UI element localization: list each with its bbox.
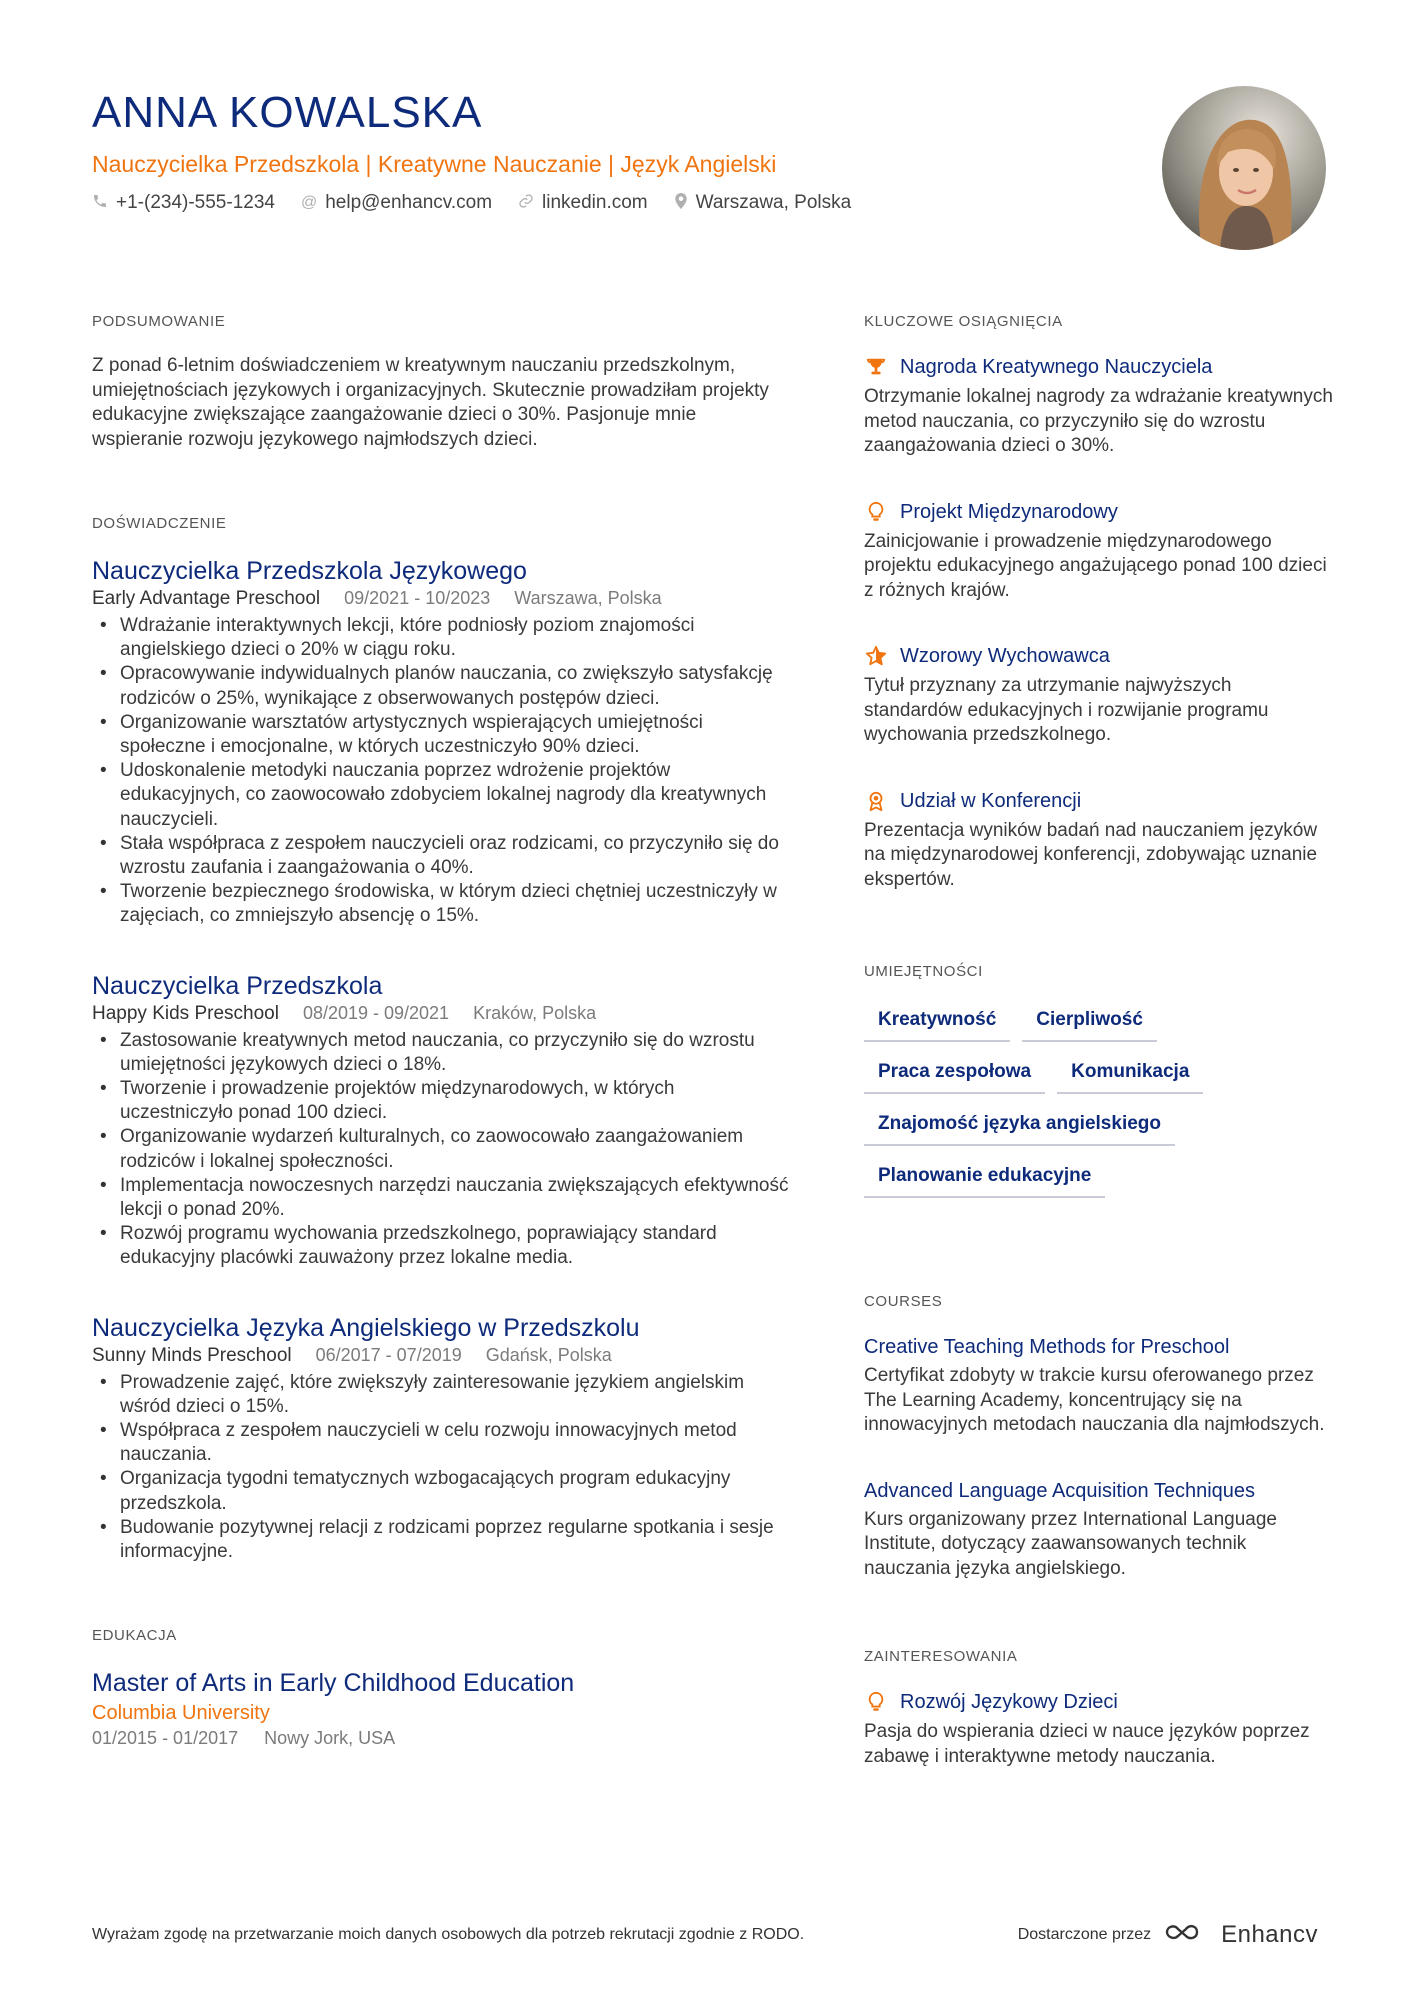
skill-tag: Znajomość języka angielskiego: [864, 1108, 1175, 1146]
achievement-item: [864, 643, 1334, 748]
list-item: • Tworzenie bezpiecznego środowiska, w którym dzieci chętniej uczestniczyły w zajęciach, co zmniejszyło absencję o 15%.: [92, 880, 792, 928]
skills-section: [864, 962, 1334, 1198]
summary-section: [92, 312, 792, 452]
list-item: • Współpraca z zespołem nauczycieli w celu rozwoju innowacyjnych metod nauczania.: [92, 1419, 792, 1467]
section-title: PODSUMOWANIE: [92, 313, 226, 330]
job-dates: 06/2017 - 07/2019: [315, 1344, 462, 1365]
job-entry: [92, 556, 792, 929]
job-title: Nauczycielka Przedszkola Językowego: [92, 557, 527, 585]
contact-location-text: Warszawa, Polska: [695, 192, 852, 213]
interest-heading: [864, 1689, 1334, 1715]
location-pin-icon: [674, 193, 688, 214]
job-title: Nauczycielka Przedszkola: [92, 971, 383, 1000]
achievement-text: Tytuł przyznany za utrzymanie najwyższych standardów edukacyjnych i rozwijanie programu wychowania przedszkolnego.: [864, 675, 1269, 745]
summary-text: Z ponad 6-letnim doświadczeniem w kreatywnym nauczaniu przedszkolnym, umiejętnościach językowych i organizacyjnych. Skutecznie prowadziłam projekty edukacyjne zwiększające zaangażowanie dzieci o 30%. Pasjonuje mnie wspieranie rozwoju językowego najmłodszych dzieci.: [92, 355, 769, 450]
list-item: • Implementacja nowoczesnych narzędzi nauczania zwiększających efektywność lekcji o ponad 20%.: [92, 1174, 792, 1222]
list-item: • Rozwój programu wychowania przedszkolnego, poprawiający standard edukacyjny placówki zauważony przez lokalne media.: [92, 1222, 792, 1270]
education-dates: 01/2015 - 01/2017: [92, 1728, 239, 1749]
job-meta: [92, 586, 792, 611]
skill-tag: Kreatywność: [864, 1004, 1010, 1042]
candidate-name: ANNA KOWALSKA: [92, 88, 483, 137]
skill-tag: Praca zespołowa: [864, 1056, 1045, 1094]
achievement-item: [864, 788, 1334, 893]
star-icon: [864, 644, 888, 668]
achievements-section: [864, 312, 1334, 892]
right-column: [864, 312, 1334, 1769]
at-icon: @: [300, 194, 318, 211]
section-title: COURSES: [864, 1293, 943, 1310]
courses-section: [864, 1292, 1334, 1581]
contact-email[interactable]: [301, 192, 492, 214]
experience-section: [92, 514, 792, 1564]
contact-email-text[interactable]: help@enhancv.com: [325, 192, 493, 213]
list-item: • Organizacja tygodni tematycznych wzbogacających program edukacyjny przedszkola.: [92, 1467, 792, 1515]
job-location: Kraków, Polska: [473, 1002, 597, 1023]
section-title: KLUCZOWE OSIĄGNIĘCIA: [864, 313, 1063, 330]
list-item: • Prowadzenie zajęć, które zwiększyły zainteresowanie językiem angielskim wśród dzieci o 15%.: [92, 1371, 792, 1419]
achievement-heading: [864, 354, 1334, 380]
list-item: • Tworzenie i prowadzenie projektów międzynarodowych, w których uczestniczyło ponad 100 dzieci.: [92, 1077, 792, 1125]
contact-list: [92, 192, 1132, 214]
section-title: DOŚWIADCZENIE: [92, 515, 227, 532]
skills-list: [864, 1004, 1284, 1198]
job-company: Sunny Minds Preschool: [92, 1344, 292, 1366]
list-item: • Wdrażanie interaktywnych lekcji, które podniosły poziom znajomości angielskiego dzieci o 20% w ciągu roku.: [92, 614, 792, 662]
education-section: [92, 1626, 792, 1750]
achievement-title: Nagroda Kreatywnego Nauczyciela: [900, 356, 1213, 378]
interest-item: [864, 1689, 1334, 1769]
left-column: [92, 312, 792, 1750]
course-text: Certyfikat zdobyty w trakcie kursu oferowanego przez The Learning Academy, koncentrujący się na innowacyjnych metodach nauczania dla najmłodszych.: [864, 1365, 1325, 1435]
achievement-item: [864, 354, 1334, 459]
skill-tag: Planowanie edukacyjne: [864, 1160, 1105, 1198]
interest-title: Rozwój Językowy Dzieci: [900, 1691, 1118, 1713]
lightbulb-icon: [864, 1690, 888, 1714]
medal-icon: [864, 789, 888, 813]
contact-linkedin-text[interactable]: linkedin.com: [542, 192, 648, 213]
brand-credit[interactable]: [1018, 1920, 1318, 1949]
list-item: • Opracowywanie indywidualnych planów nauczania, co zwiększyło satysfakcję rodziców o 25%, wynikające z obserwowanych postępów dzieci.: [92, 662, 792, 710]
trophy-icon: [864, 355, 888, 379]
interests-section: [864, 1647, 1334, 1769]
job-dates: 09/2021 - 10/2023: [344, 588, 491, 608]
section-title: EDUKACJA: [92, 1627, 177, 1645]
profile-photo: [1162, 86, 1326, 250]
job-company: Happy Kids Preschool: [92, 1002, 279, 1024]
resume-header: [92, 88, 1132, 214]
section-title: ZAINTERESOWANIA: [864, 1648, 1018, 1665]
achievement-title: Wzorowy Wychowawca: [900, 645, 1110, 667]
job-title: Nauczycielka Języka Angielskiego w Przedszkolu: [92, 1313, 640, 1342]
job-company: Early Advantage Preschool: [92, 588, 321, 609]
job-bullets: [92, 1029, 792, 1271]
powered-by-label: Dostarczone przez: [1017, 1925, 1152, 1943]
job-entry: [92, 971, 792, 1271]
education-degree: Master of Arts in Early Childhood Education: [92, 1669, 575, 1698]
list-item: • Stała współpraca z zespołem nauczycieli oraz rodzicami, co przyczyniło się do wzrostu zaufania i zaangażowania o 40%.: [92, 832, 792, 880]
list-item: • Zastosowanie kreatywnych metod nauczania, co przyczyniło się do wzrostu umiejętności językowych dzieci o 18%.: [92, 1029, 792, 1077]
list-item: • Organizowanie wydarzeń kulturalnych, co zaowocowało zaangażowaniem rodziców i lokalnej społeczności.: [92, 1125, 792, 1173]
job-dates: 08/2019 - 09/2021: [302, 1002, 450, 1023]
phone-icon: [92, 193, 108, 214]
link-icon: [518, 193, 534, 214]
contact-linkedin[interactable]: [518, 192, 648, 214]
course-item: [864, 1478, 1334, 1582]
achievement-heading: [864, 788, 1334, 814]
job-entry: [92, 1313, 792, 1565]
skill-tag: Cierpliwość: [1022, 1004, 1157, 1042]
achievement-text: Prezentacja wyników badań nad nauczaniem języków na międzynarodowej konferencji, zdobywając uznanie ekspertów.: [864, 819, 1318, 890]
achievement-text: Zainicjowanie i prowadzenie międzynarodowego projektu edukacyjnego angażującego ponad 100 dzieci z różnych krajów.: [864, 530, 1327, 601]
course-item: [864, 1334, 1334, 1438]
contact-phone: [92, 192, 275, 214]
list-item: • Organizowanie warsztatów artystycznych wspierających umiejętności społeczne i emocjonalne, w których uczestniczyło 90% dzieci.: [92, 711, 792, 759]
course-title: Advanced Language Acquisition Techniques: [864, 1479, 1256, 1502]
job-meta: [92, 1343, 792, 1368]
contact-phone-text: +1-(234)-555-1234: [116, 192, 275, 213]
contact-location: [674, 192, 852, 214]
achievement-heading: [864, 499, 1334, 525]
consent-text: Wyrażam zgodę na przetwarzanie moich danych osobowych dla potrzeb rekrutacji zgodnie z RODO.: [92, 1925, 805, 1943]
course-text: Kurs organizowany przez International Language Institute, dotyczący zaawansowanych technik nauczania języka angielskiego.: [864, 1508, 1277, 1579]
job-meta: [92, 1001, 792, 1026]
page-footer: [92, 1920, 1318, 1949]
job-bullets: [92, 1371, 792, 1565]
achievement-title: Projekt Międzynarodowy: [900, 500, 1118, 523]
brand-name: Enhancv: [1221, 1920, 1318, 1948]
job-location: Warszawa, Polska: [514, 588, 662, 608]
achievement-title: Udział w Konferencji: [900, 789, 1082, 812]
interest-text: Pasja do wspierania dzieci w nauce języków poprzez zabawę i interaktywne metody nauczania.: [864, 1721, 1310, 1767]
candidate-headline: Nauczycielka Przedszkola | Kreatywne Nauczanie | Język Angielski: [92, 151, 777, 177]
achievement-item: [864, 499, 1334, 604]
achievement-heading: [864, 643, 1334, 669]
achievement-text: Otrzymanie lokalnej nagrody za wdrażanie kreatywnych metod nauczania, co przyczyniło się do wzrostu zaangażowania dzieci o 30%.: [864, 386, 1333, 456]
education-location: Nowy Jork, USA: [264, 1728, 396, 1749]
education-meta: [92, 1726, 792, 1750]
list-item: • Udoskonalenie metodyki nauczania poprzez wdrożenie projektów edukacyjnych, co zaowocowało zdobyciem lokalnej nagrody dla kreatywnych nauczycieli.: [92, 759, 792, 832]
section-title: UMIEJĘTNOŚCI: [864, 963, 983, 980]
enhancv-logo-icon: [1163, 1920, 1209, 1949]
list-item: • Budowanie pozytywnej relacji z rodzicami poprzez regularne spotkania i sesje informacyjne.: [92, 1516, 792, 1564]
job-bullets: [92, 614, 792, 929]
skill-tag: Komunikacja: [1057, 1056, 1203, 1094]
lightbulb-icon: [864, 500, 888, 524]
course-title: Creative Teaching Methods for Preschool: [864, 1336, 1230, 1358]
job-location: Gdańsk, Polska: [485, 1344, 612, 1365]
education-school: Columbia University: [92, 1702, 270, 1725]
